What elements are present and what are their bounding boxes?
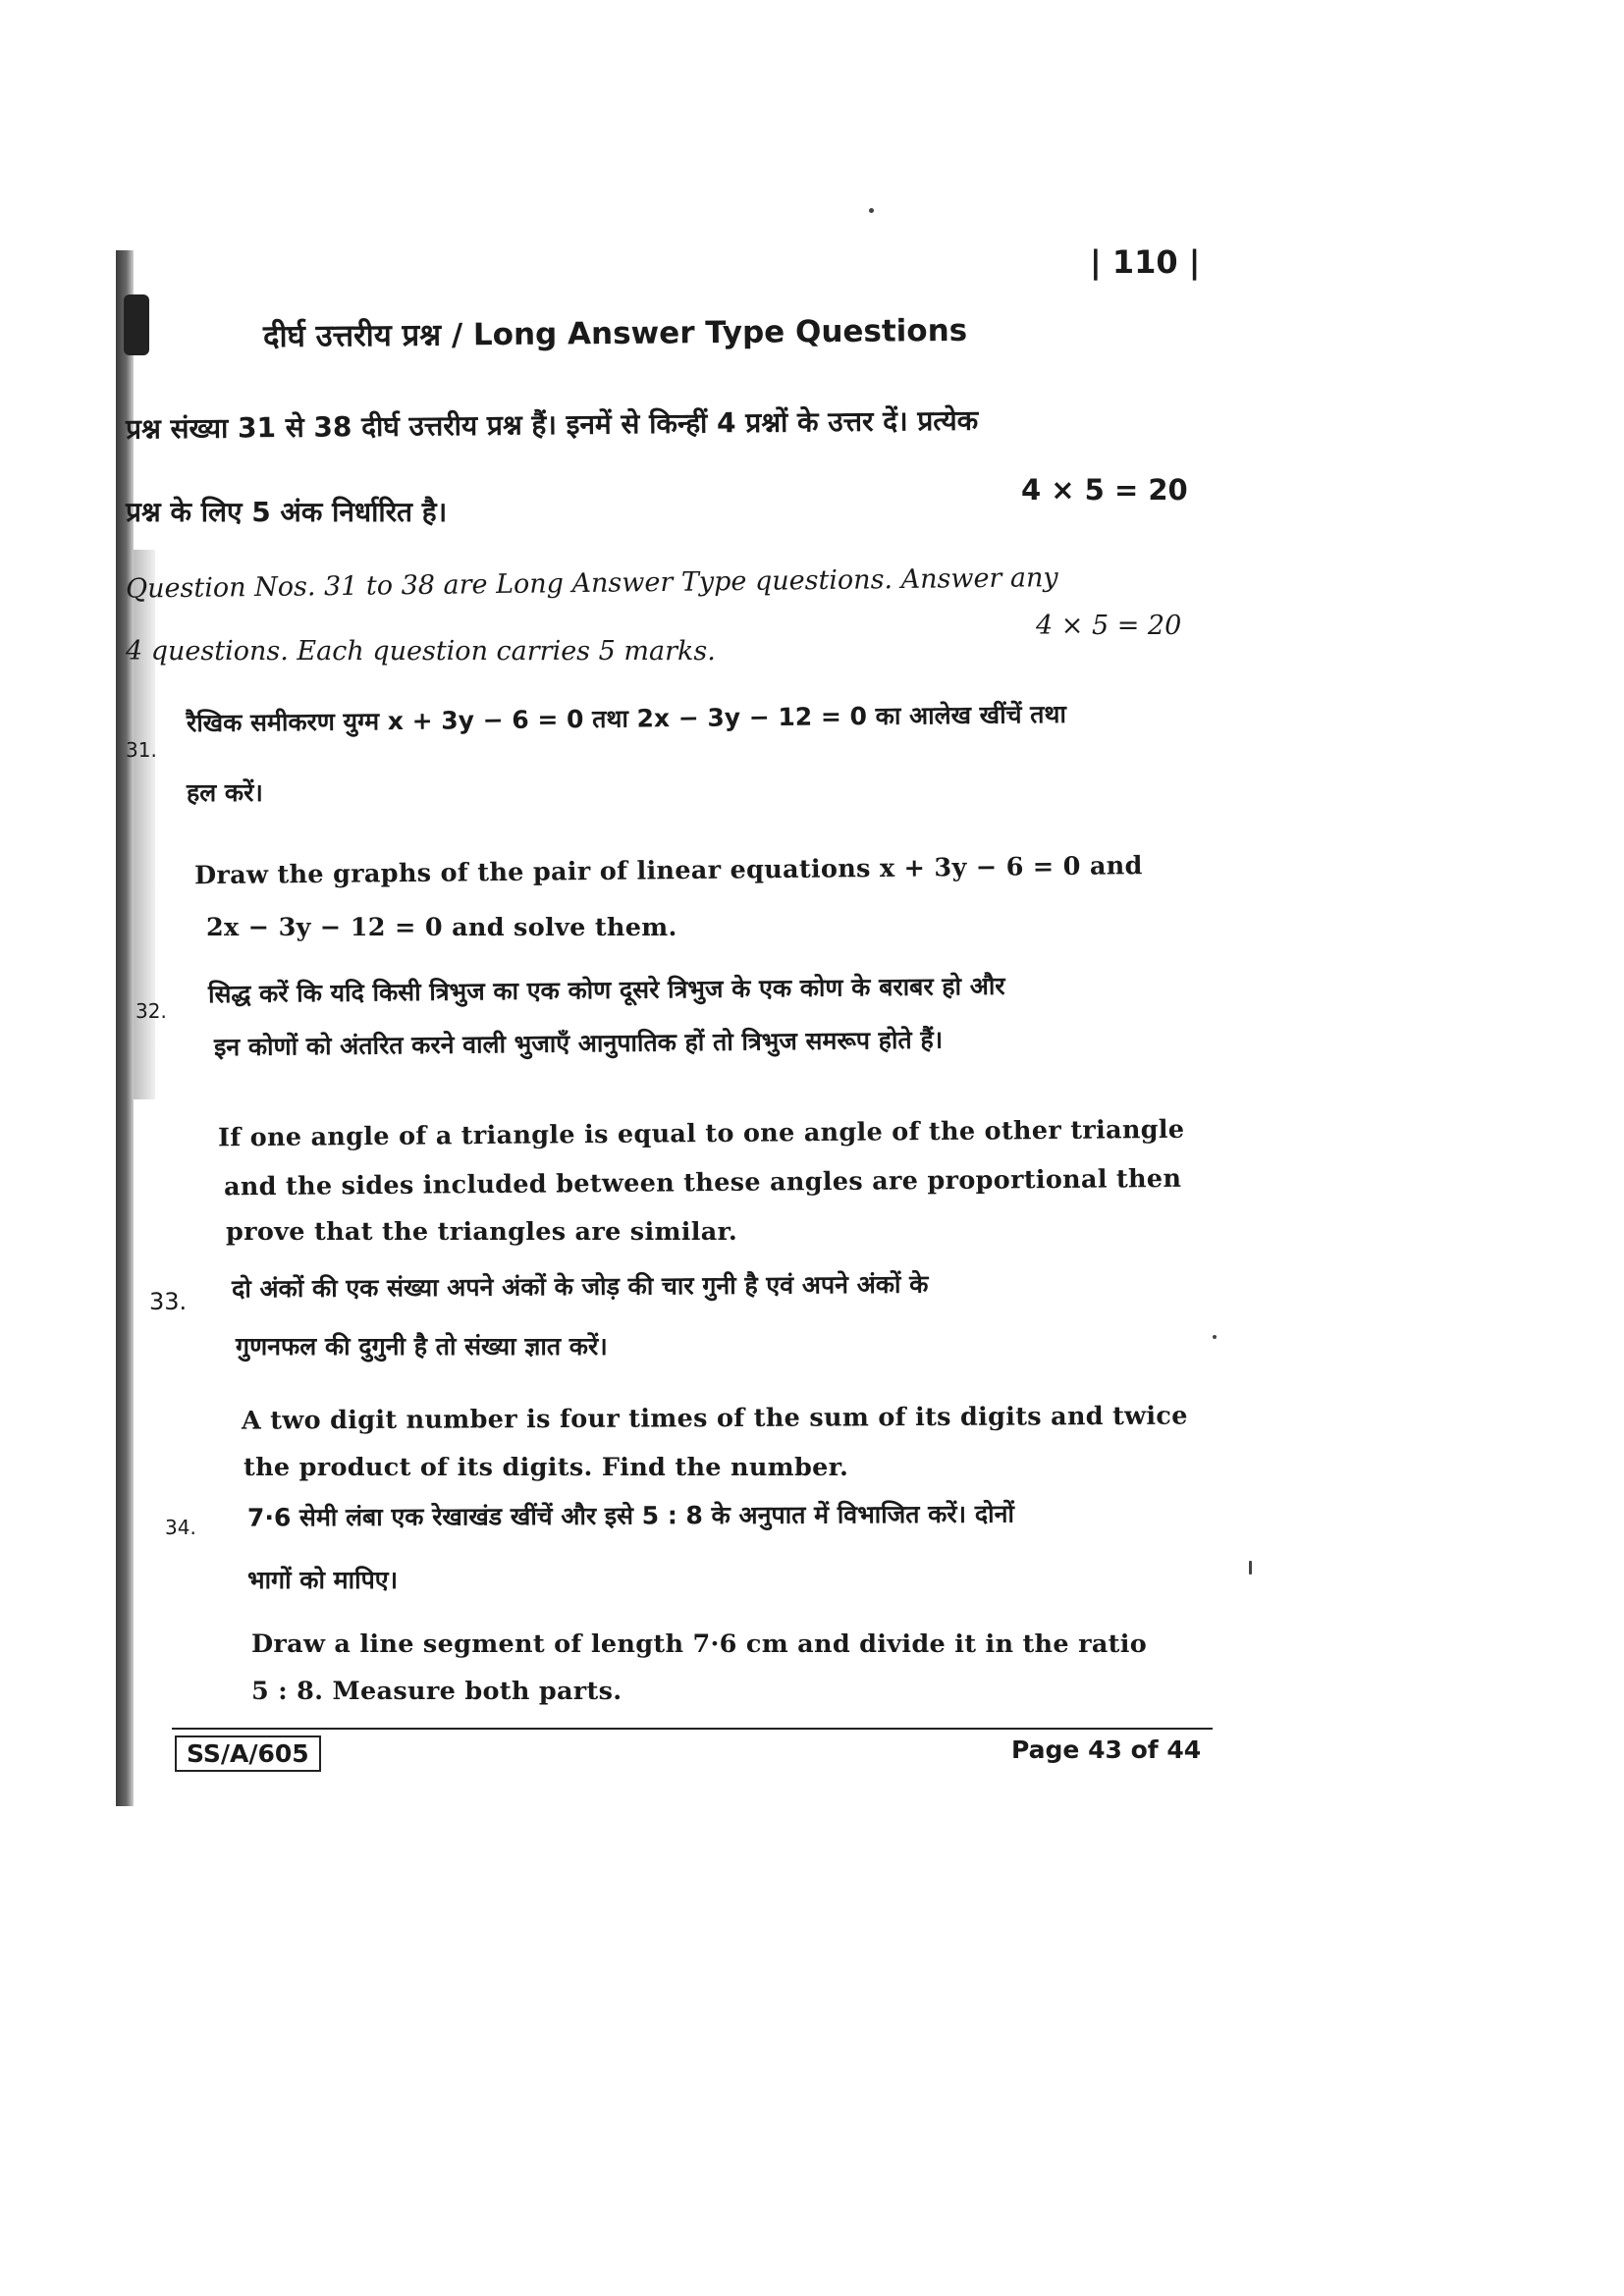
- page-marker: | 110 |: [1090, 243, 1201, 281]
- question-32-english-line1: If one angle of a triangle is equal to one angle of the other triangle: [217, 1114, 1185, 1153]
- question-34-hindi-line2: भागों को मापिए।: [247, 1566, 399, 1594]
- page-count: Page 43 of 44: [1011, 1735, 1202, 1764]
- question-33-hindi-line2: गुणनफल की दुगुनी है तो संख्या ज्ञात करें।: [236, 1332, 608, 1361]
- instruction-hindi-line2: प्रश्न के लिए 5 अंक निर्धारित है।: [126, 496, 448, 528]
- question-32-english-line3: prove that the triangles are similar.: [226, 1217, 738, 1247]
- question-number: 31.: [126, 738, 157, 762]
- scan-shadow-edge: [116, 250, 134, 1806]
- instruction-english-line1: Question Nos. 31 to 38 are Long Answer Type questions. Answer any: [125, 562, 1058, 605]
- question-34-hindi-line1: 7·6 सेमी लंबा एक रेखाखंड खींचें और इसे 5 : 8 के अनुपात में विभाजित करें। दोनों: [246, 1499, 1014, 1532]
- question-number: 33.: [149, 1288, 188, 1315]
- instruction-hindi-line1: प्रश्न संख्या 31 से 38 दीर्घ उत्तरीय प्रश्न हैं। इनमें से किन्हीं 4 प्रश्नों के उत्तर दें। प्रत्येक: [125, 403, 979, 446]
- scan-speck: [1249, 1561, 1252, 1575]
- question-31-english-line1: Draw the graphs of the pair of linear equations x + 3y − 6 = 0 and: [193, 851, 1143, 891]
- question-32-hindi-line1: सिद्ध करें कि यदि किसी त्रिभुज का एक कोण दूसरे त्रिभुज के एक कोण के बराबर हो और: [207, 971, 1005, 1009]
- question-34-english-line1: Draw a line segment of length 7·6 cm and divide it in the ratio: [251, 1629, 1148, 1659]
- question-33-english-line1: A two digit number is four times of the sum of its digits and twice: [241, 1401, 1188, 1436]
- question-number: 32.: [135, 999, 167, 1023]
- question-31-english-line2: 2x − 3y − 12 = 0 and solve them.: [206, 913, 677, 942]
- question-number: 34.: [165, 1516, 196, 1539]
- section-heading: दीर्घ उत्तरीय प्रश्न / Long Answer Type Questions: [262, 312, 968, 355]
- question-34-english-line2: 5 : 8. Measure both parts.: [251, 1677, 623, 1706]
- instruction-hindi-marks: 4 × 5 = 20: [1021, 473, 1188, 507]
- question-31-hindi-line1: रैखिक समीकरण युग्म x + 3y − 6 = 0 तथा 2x − 3y − 12 = 0 का आलेख खींचें तथा: [186, 699, 1067, 738]
- question-33-hindi-line1: दो अंकों की एक संख्या अपने अंकों के जोड़ की चार गुनी है एवं अपने अंकों के: [231, 1269, 929, 1304]
- question-31-hindi-line2: हल करें।: [187, 778, 263, 807]
- scan-speck: [1213, 1335, 1217, 1339]
- scan-speck: [869, 208, 874, 213]
- question-33-english-line2: the product of its digits. Find the number.: [244, 1453, 849, 1482]
- question-32-english-line2: and the sides included between these angles are proportional then: [223, 1163, 1182, 1202]
- binding-mark: [124, 294, 149, 355]
- instruction-english-line2: 4 questions. Each question carries 5 marks.: [126, 636, 716, 667]
- footer-rule: [172, 1728, 1213, 1730]
- question-32-hindi-line2: इन कोणों को अंतरित करने वाली भुजाएँ आनुपातिक हों तो त्रिभुज समरूप होते हैं।: [213, 1025, 944, 1062]
- instruction-english-marks: 4 × 5 = 20: [1036, 611, 1182, 641]
- paper-code: SS/A/605: [175, 1735, 321, 1772]
